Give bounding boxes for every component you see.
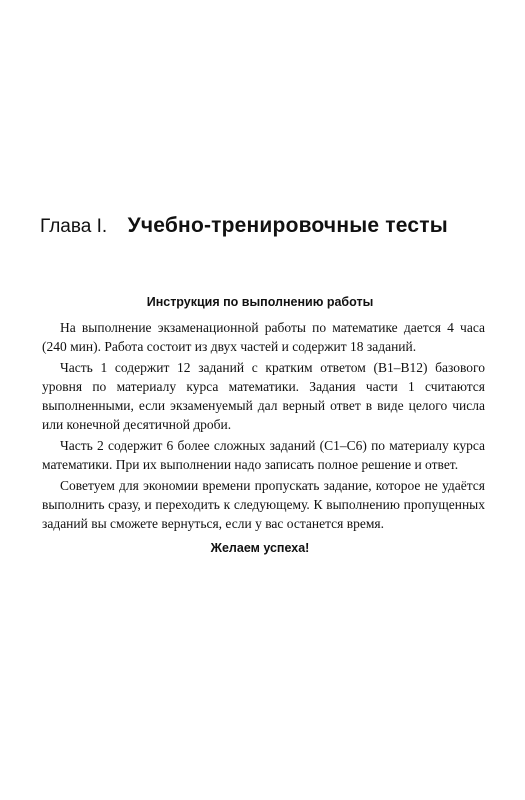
- chapter-heading: [40, 214, 500, 238]
- instructions-title: Инструкция по выполнению работы: [146, 295, 374, 309]
- paragraph-part-1: Часть 1 содержит 12 заданий с кратким ответом (B1–B12) базового уровня по материалу курса математики. Задания части 1 считаются выполненными, если экзаменуемый дал верный ответ в виде целого числа или конечной десятичной дроби.: [42, 360, 485, 432]
- paragraph-part-2: Часть 2 содержит 6 более сложных заданий (C1–C6) по материалу курса математики. При их выполнении надо записать полное решение и ответ.: [42, 438, 485, 472]
- paragraph-duration: На выполнение экзаменационной работы по математике дается 4 часа (240 мин). Работа состоит из двух частей и содержит 18 заданий.: [42, 320, 485, 354]
- chapter-number: Глава I.: [40, 216, 108, 237]
- instructions-body: [42, 318, 485, 535]
- closing-wish: Желаем успеха!: [210, 541, 310, 555]
- paragraph-advice: Советуем для экономии времени пропускать задание, которое не удаётся выполнить сразу, и переходить к следующему. К выполнению пропущенных заданий вы сможете вернуться, если у вас останется время.: [42, 478, 485, 531]
- chapter-title: Учебно-тренировочные тесты: [127, 214, 448, 237]
